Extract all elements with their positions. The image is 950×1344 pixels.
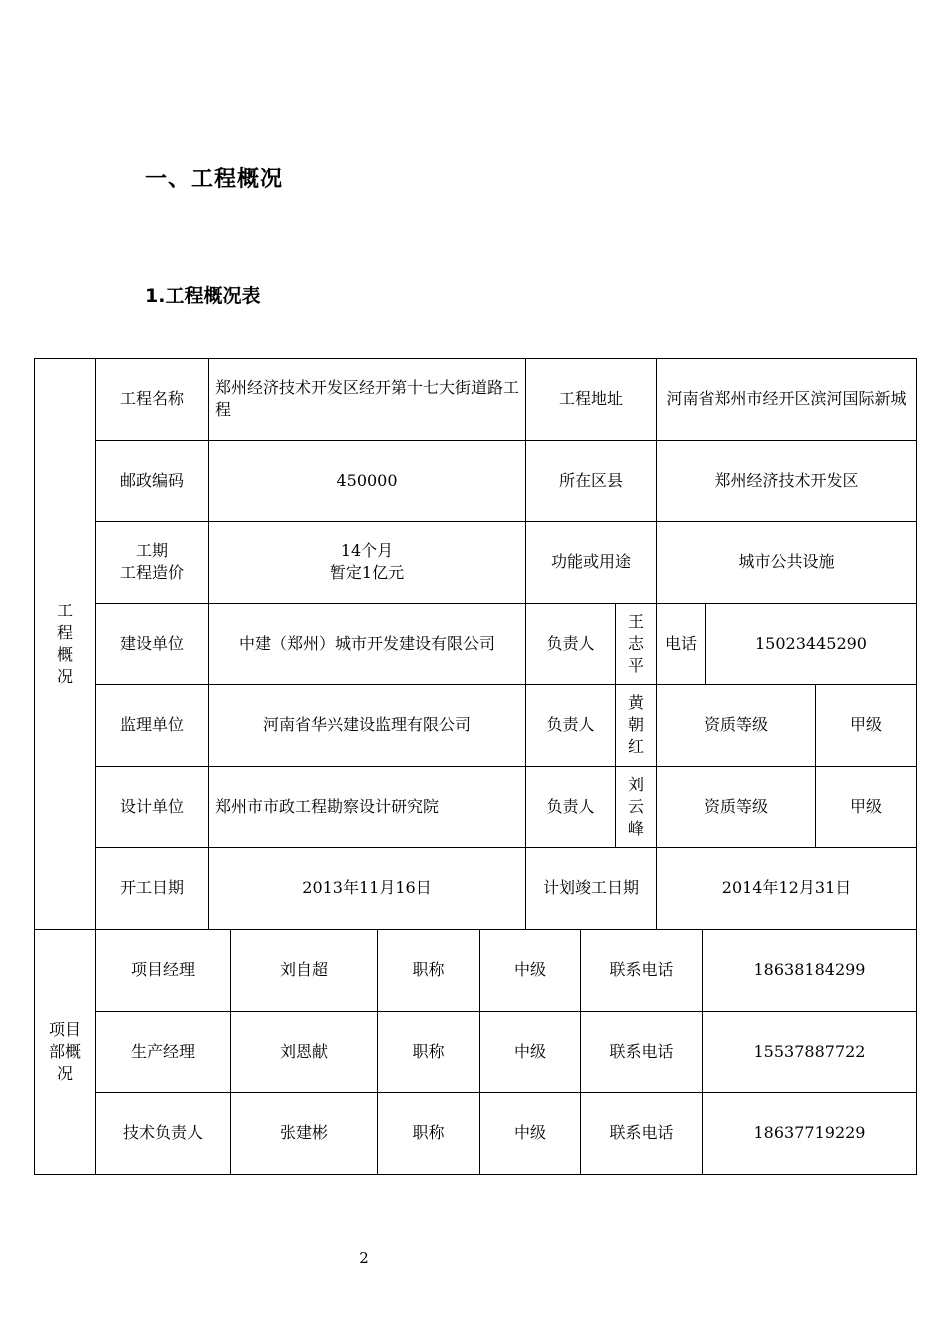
title-label: 职称 [378,930,480,1012]
role: 技术负责人 [96,1093,231,1175]
end-label: 计划竣工日期 [526,848,657,930]
builder-phone: 15023445290 [706,603,917,685]
page-number: 2 [359,1249,369,1267]
end-value: 2014年12月31日 [657,848,917,930]
title-label: 职称 [378,1011,480,1093]
table-row [35,1093,917,1175]
designer-person-label: 负责人 [526,766,616,848]
table-row [35,359,917,441]
name-value: 郑州经济技术开发区经开第十七大街道路工程 [209,359,526,441]
name-label: 工程名称 [96,359,209,441]
address-value: 河南省郑州市经开区滨河国际新城 [657,359,917,441]
builder-person: 王志平 [616,603,657,685]
table-row [35,522,917,604]
person-name: 刘恩献 [231,1011,378,1093]
period-label: 工期 [135,541,168,561]
cost-value: 暂定1亿元 [329,563,405,583]
subsection-title: 1.工程概况表 [145,285,261,307]
builder-label: 建设单位 [96,603,209,685]
supervisor-label: 监理单位 [96,685,209,767]
postcode-value: 450000 [209,440,526,522]
district-label: 所在区县 [526,440,657,522]
function-value: 城市公共设施 [657,522,917,604]
phone-value: 18638184299 [703,930,917,1012]
table-row [35,603,917,685]
supervisor-grade-label: 资质等级 [657,685,816,767]
title-value: 中级 [480,1011,581,1093]
department-table [34,929,917,1175]
table-row [35,1011,917,1093]
phone-label: 联系电话 [581,1093,703,1175]
table-row [35,848,917,930]
designer-grade-label: 资质等级 [657,766,816,848]
table-row [35,930,917,1012]
designer-grade: 甲级 [816,766,917,848]
table-row [35,685,917,767]
start-value: 2013年11月16日 [209,848,526,930]
builder-phone-label: 电话 [657,603,706,685]
postcode-label: 邮政编码 [96,440,209,522]
person-name: 张建彬 [231,1093,378,1175]
person-name: 刘自超 [231,930,378,1012]
function-label: 功能或用途 [526,522,657,604]
supervisor-grade: 甲级 [816,685,917,767]
start-label: 开工日期 [96,848,209,930]
builder-person-label: 负责人 [526,603,616,685]
period-cost-value [209,522,526,604]
section-title: 一、工程概况 [145,167,284,192]
title-label: 职称 [378,1093,480,1175]
address-label: 工程地址 [526,359,657,441]
period-cost-label [96,522,209,604]
designer-value: 郑州市市政工程勘察设计研究院 [209,766,526,848]
district-value: 郑州经济技术开发区 [657,440,917,522]
builder-value: 中建（郑州）城市开发建设有限公司 [209,603,526,685]
designer-label: 设计单位 [96,766,209,848]
table-row [35,766,917,848]
table-row [35,440,917,522]
supervisor-person: 黄朝红 [616,685,657,767]
supervisor-person-label: 负责人 [526,685,616,767]
project-side-label: 工程概况 [35,359,96,930]
period-value: 14个月 [340,541,394,561]
phone-value: 15537887722 [703,1011,917,1093]
designer-person: 刘云峰 [616,766,657,848]
phone-label: 联系电话 [581,1011,703,1093]
phone-value: 18637719229 [703,1093,917,1175]
role: 生产经理 [96,1011,231,1093]
role: 项目经理 [96,930,231,1012]
phone-label: 联系电话 [581,930,703,1012]
title-value: 中级 [480,930,581,1012]
project-overview-table [34,358,917,930]
cost-label: 工程造价 [119,563,184,583]
supervisor-value: 河南省华兴建设监理有限公司 [209,685,526,767]
department-side-label: 项目部概况 [35,930,96,1175]
title-value: 中级 [480,1093,581,1175]
